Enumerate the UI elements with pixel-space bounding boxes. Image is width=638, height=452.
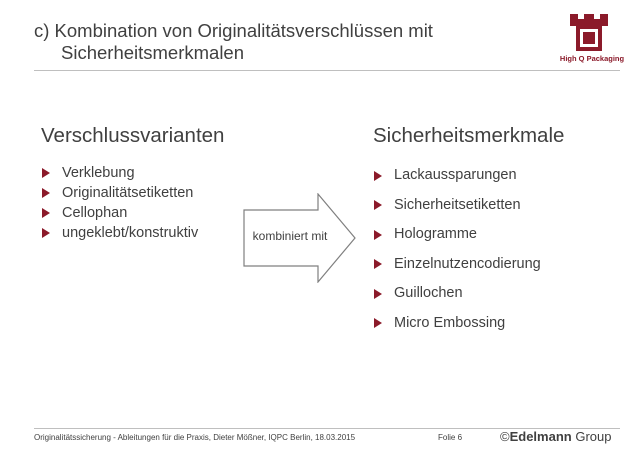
list-item <box>40 203 198 223</box>
right-heading: Sicherheitsmerkmale <box>373 124 565 147</box>
triangle-bullet-icon <box>374 318 382 328</box>
list-item-label: ungeklebt/konstruktiv <box>62 225 199 241</box>
brand-group: Group <box>571 429 612 444</box>
triangle-bullet-icon <box>42 188 50 198</box>
security-features-list <box>372 161 541 338</box>
triangle-bullet-icon <box>374 230 382 240</box>
list-item <box>372 309 541 339</box>
list-item-label: Cellophan <box>62 205 128 221</box>
triangle-bullet-icon <box>42 208 50 218</box>
list-item <box>372 250 541 280</box>
slide-title <box>34 20 504 64</box>
list-item <box>372 191 541 221</box>
copyright-symbol: © <box>500 429 510 444</box>
list-item <box>40 183 198 203</box>
list-item-label: Originalitätsetiketten <box>62 185 194 201</box>
header-divider <box>34 70 620 71</box>
title-line-1: c) Kombination von Originalitätsverschlüssen mit <box>34 20 433 41</box>
closure-variants-list <box>40 163 198 243</box>
arrow-label: kombiniert mit <box>252 229 328 243</box>
triangle-bullet-icon <box>374 171 382 181</box>
edelmann-brand <box>500 429 611 444</box>
logo-text: High Q Packaging <box>559 54 625 63</box>
list-item-label: Micro Embossing <box>394 314 506 331</box>
triangle-bullet-icon <box>374 200 382 210</box>
list-item-label: Verklebung <box>62 165 135 181</box>
triangle-bullet-icon <box>374 289 382 299</box>
footer-text: Originalitätssicherung - Ableitungen für die Praxis, Dieter Mößner, IQPC Berlin, 18.03.2015 <box>34 433 356 442</box>
title-line-2: Sicherheitsmerkmalen <box>61 42 245 63</box>
slide-number: Folie 6 <box>438 433 463 442</box>
list-item-label: Einzelnutzencodierung <box>394 255 541 272</box>
list-item <box>372 161 541 191</box>
list-item-label: Sicherheitsetiketten <box>394 196 521 213</box>
left-heading: Verschlussvarianten <box>41 124 225 147</box>
list-item <box>372 279 541 309</box>
list-item <box>40 163 198 183</box>
list-item-label: Lackaussparungen <box>394 167 517 183</box>
triangle-bullet-icon <box>374 259 382 269</box>
triangle-bullet-icon <box>42 168 50 178</box>
list-item <box>40 223 198 243</box>
list-item-label: Guillochen <box>394 285 463 301</box>
brand-name: Edelmann <box>509 429 572 444</box>
triangle-bullet-icon <box>42 228 50 238</box>
list-item-label: Hologramme <box>394 226 477 242</box>
list-item <box>372 220 541 250</box>
